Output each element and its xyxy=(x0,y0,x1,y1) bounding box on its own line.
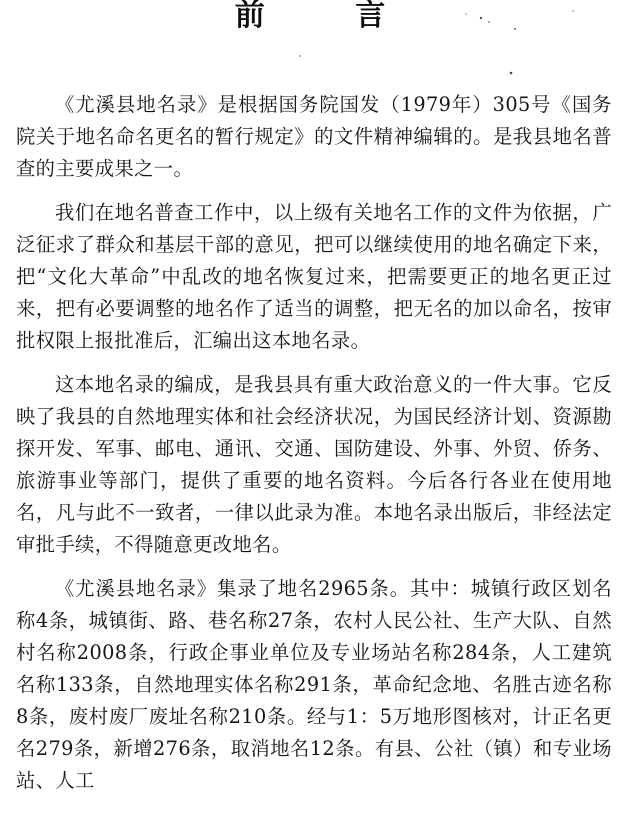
paragraph-2: 我们在地名普查工作中，以上级有关地名工作的文件为依据，广泛征求了群众和基层干部的意见，把可以继续使用的地名确定下来，把“文化大革命”中乱改的地名恢复过来，把需要更正的地名更正过来，把有必要调整的地名作了适当的调整，把无名的加以命名，按审批权限上报批准后，汇编出这本地名录。 xyxy=(16,201,612,352)
paragraph-3: 这本地名录的编成，是我县具有重大政治意义的一件大事。它反映了我县的自然地理实体和社会经济状况，为国民经济计划、资源勘探开发、军事、邮电、通讯、交通、国防建设、外事、外贸、侨务、旅游事业等部门，提供了重要的地名资料。今后各行各业在使用地名，凡与此不一致者，一律以此录为准。本地名录出版后，非经法定审批手续，不得随意更改地名。 xyxy=(16,373,612,556)
page-title: 前 言 xyxy=(234,0,426,33)
paragraph-4: 《尤溪县地名录》集录了地名2965条。其中：城镇行政区划名称4条，城镇街、路、巷名称27条，农村人民公社、生产大队、自然村名称2008条，行政企事业单位及专业场站名称284条，人工建筑名称133条，自然地理实体名称291条，革命纪念地、名胜古迹名称8条，废村废厂废址名称210条。经与1：5万地形图核对，计正名更名279条，新增276条，取消地名12条。有县、公社（镇）和专业场站、人工 xyxy=(16,577,612,792)
paragraph-1: 《尤溪县地名录》是根据国务院国发（1979年）305号《国务院关于地名命名更名的暂行规定》的文件精神编辑的。是我县地名普查的主要成果之一。 xyxy=(16,93,612,180)
preface-body xyxy=(16,89,612,797)
